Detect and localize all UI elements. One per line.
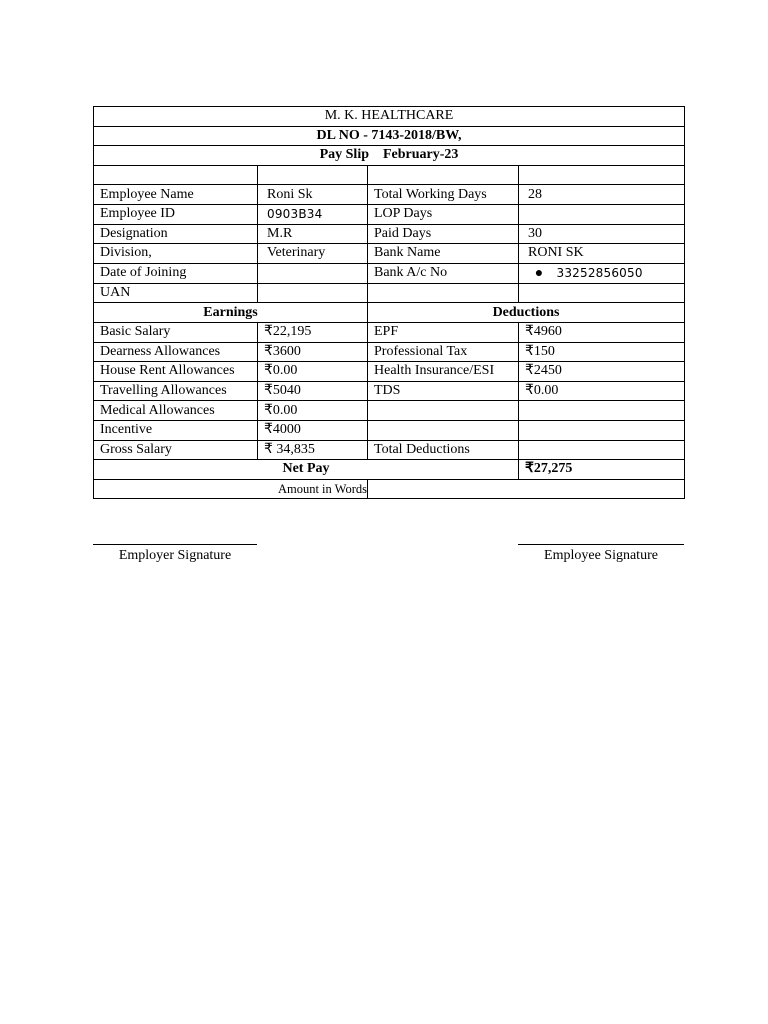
- employee-id: 0903B34: [258, 204, 368, 224]
- deduction-value: ₹150: [519, 342, 685, 362]
- amount-words-label: Amount in Words: [94, 479, 368, 499]
- amount-words-value: [368, 479, 685, 499]
- employee-signature-label: Employee Signature: [544, 548, 658, 563]
- company-name: M. K. HEALTHCARE: [94, 107, 685, 127]
- earning-value: ₹0.00: [258, 401, 368, 421]
- deduction-label: Professional Tax: [368, 342, 519, 362]
- deduction-label: [368, 401, 519, 421]
- bank-name-label: Bank Name: [368, 244, 519, 264]
- net-pay-label: Net Pay: [94, 460, 519, 480]
- deduction-value: [519, 401, 685, 421]
- paid-days: 30: [519, 224, 685, 244]
- account-number: 33252856050: [556, 265, 643, 280]
- earning-value: ₹3600: [258, 342, 368, 362]
- earning-value: ₹4000: [258, 420, 368, 440]
- info-row: [94, 244, 685, 264]
- info-row: [94, 204, 685, 224]
- deduction-label: EPF: [368, 322, 519, 342]
- amount-words-row: [94, 479, 685, 499]
- payslip-title: [94, 146, 685, 166]
- payslip-table: [93, 106, 685, 499]
- uan-label: UAN: [94, 283, 258, 303]
- company-row: [94, 107, 685, 127]
- paid-days-label: Paid Days: [368, 224, 519, 244]
- division: Veterinary: [258, 244, 368, 264]
- earning-label: Incentive: [94, 420, 258, 440]
- net-pay-value: ₹27,275: [519, 460, 685, 480]
- pay-row: [94, 401, 685, 421]
- pay-row: [94, 342, 685, 362]
- employee-id-label: Employee ID: [94, 204, 258, 224]
- account-cell: [519, 263, 685, 283]
- designation-label: Designation: [94, 224, 258, 244]
- info-row: [94, 283, 685, 303]
- pay-row: [94, 420, 685, 440]
- info-row: [94, 185, 685, 205]
- pay-row: [94, 322, 685, 342]
- earning-value: ₹0.00: [258, 362, 368, 382]
- info-row: [94, 263, 685, 283]
- deduction-label: [368, 420, 519, 440]
- earning-label: Medical Allowances: [94, 401, 258, 421]
- employee-name: Roni Sk: [258, 185, 368, 205]
- designation: M.R: [258, 224, 368, 244]
- employee-signature-line: [518, 544, 684, 564]
- earning-label: Travelling Allowances: [94, 381, 258, 401]
- earning-label: Basic Salary: [94, 322, 258, 342]
- info-row: [94, 224, 685, 244]
- deductions-heading: Deductions: [368, 303, 685, 323]
- working-days-label: Total Working Days: [368, 185, 519, 205]
- bullet-icon: ●: [534, 265, 544, 281]
- deduction-label: Health Insurance/ESI: [368, 362, 519, 382]
- pay-row: [94, 381, 685, 401]
- earnings-heading: Earnings: [94, 303, 368, 323]
- section-heading-row: [94, 303, 685, 323]
- payslip-month: February-23: [383, 147, 459, 163]
- bank-name: RONI SK: [519, 244, 685, 264]
- title-row: [94, 146, 685, 166]
- employee-name-label: Employee Name: [94, 185, 258, 205]
- dl-row: [94, 126, 685, 146]
- dl-number: DL NO - 7143-2018/BW,: [94, 126, 685, 146]
- gross-salary-value: ₹ 34,835: [258, 440, 368, 460]
- total-deductions-value: [519, 440, 685, 460]
- blank-row: [94, 165, 685, 185]
- uan-value: [258, 283, 368, 303]
- gross-salary-label: Gross Salary: [94, 440, 258, 460]
- employer-signature-line: [93, 544, 257, 564]
- pay-row: [94, 440, 685, 460]
- payslip-label: Pay Slip: [319, 147, 369, 163]
- earning-value: ₹5040: [258, 381, 368, 401]
- earning-value: ₹22,195: [258, 322, 368, 342]
- doj-value: [258, 263, 368, 283]
- deduction-value: ₹4960: [519, 322, 685, 342]
- employer-signature-label: Employer Signature: [118, 548, 232, 563]
- total-deductions-label: Total Deductions: [368, 440, 519, 460]
- working-days: 28: [519, 185, 685, 205]
- deduction-value: ₹0.00: [519, 381, 685, 401]
- division-label: Division,: [94, 244, 258, 264]
- deduction-value: ₹2450: [519, 362, 685, 382]
- account-label: Bank A/c No: [368, 263, 519, 283]
- earning-label: Dearness Allowances: [94, 342, 258, 362]
- doj-label: Date of Joining: [94, 263, 258, 283]
- lop-days-label: LOP Days: [368, 204, 519, 224]
- lop-days: [519, 204, 685, 224]
- net-pay-row: [94, 460, 685, 480]
- deduction-label: TDS: [368, 381, 519, 401]
- earning-label: House Rent Allowances: [94, 362, 258, 382]
- deduction-value: [519, 420, 685, 440]
- pay-row: [94, 362, 685, 382]
